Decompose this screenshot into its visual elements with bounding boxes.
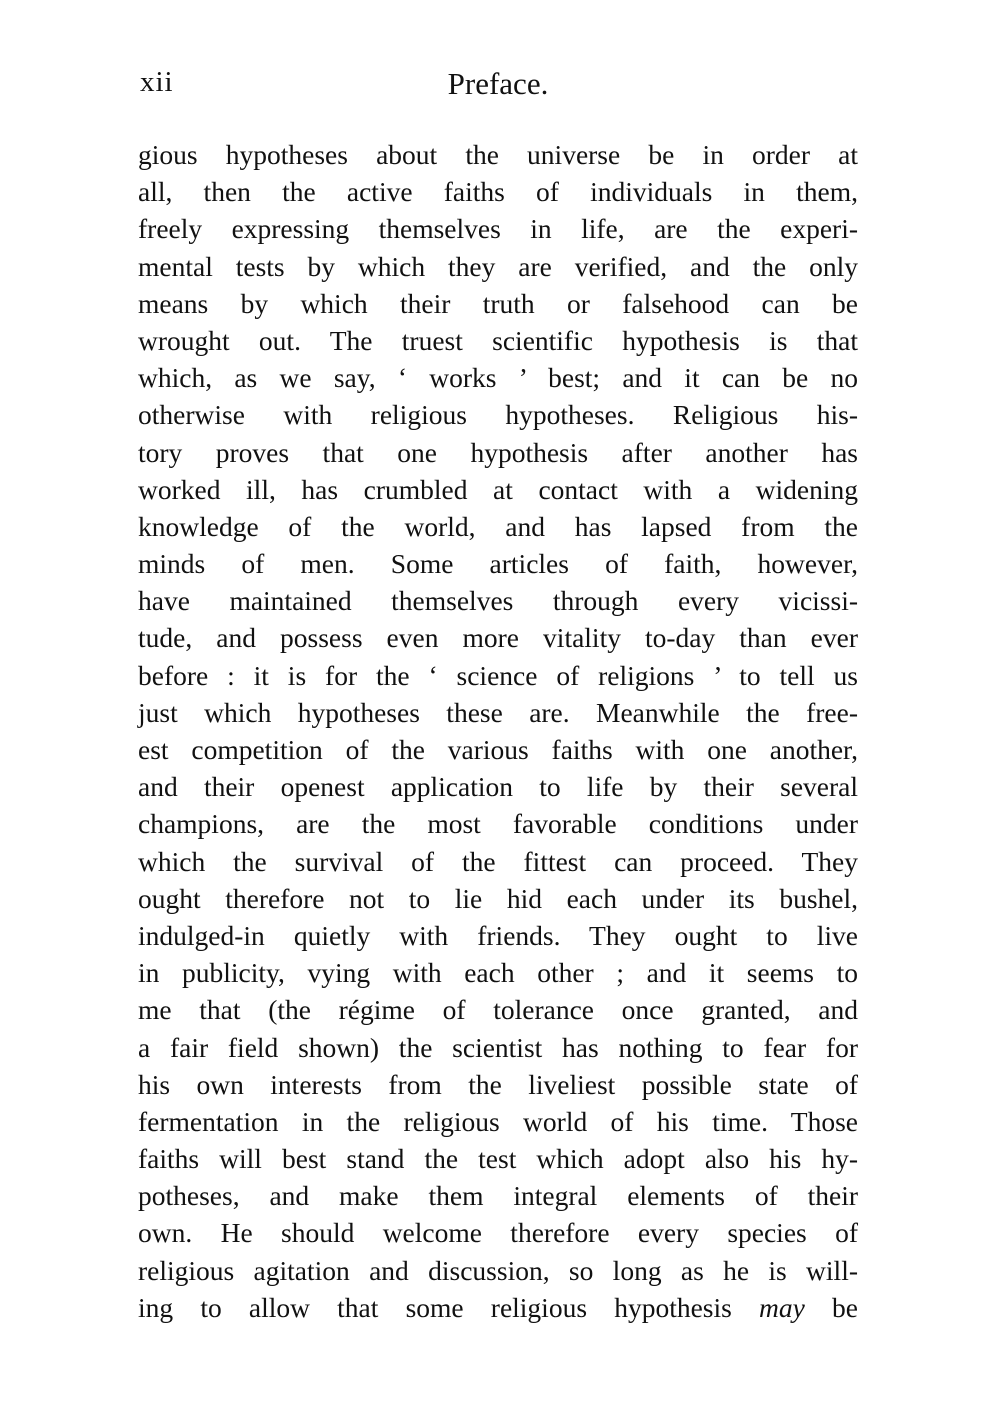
italic-emphasis: may [759, 1291, 805, 1323]
text-line: freely expressing themselves in life, are the experi- [138, 213, 858, 245]
text-line: minds of men. Some articles of faith, however, [138, 548, 858, 580]
text-line: before : it is for the ‘ science of religions ’ to tell us [138, 659, 858, 691]
text-line: and their openest application to life by their several [138, 771, 858, 803]
text-line: potheses, and make them integral elements of their [138, 1180, 858, 1212]
text-line: otherwise with religious hypotheses. Religious his- [138, 399, 858, 431]
text-line: champions, are the most favorable conditions under [138, 808, 858, 840]
body-text [138, 136, 858, 1326]
text-line: worked ill, has crumbled at contact with a widening [138, 473, 858, 505]
page-header [140, 66, 856, 110]
last-line-start: ing to allow that some religious hypothesis [138, 1291, 732, 1323]
text-line: all, then the active faiths of individuals in them, [138, 176, 858, 208]
text-line: his own interests from the liveliest possible state of [138, 1068, 858, 1100]
text-line: which, as we say, ‘ works ’ best; and it can be no [138, 362, 858, 394]
page-number: xii [140, 66, 174, 98]
text-line: which the survival of the fittest can proceed. They [138, 845, 858, 877]
text-line: indulged-in quietly with friends. They ought to live [138, 919, 858, 951]
text-line: religious agitation and discussion, so long as he is will- [138, 1254, 858, 1286]
text-line: ought therefore not to lie hid each under its bushel, [138, 882, 858, 914]
text-line: gious hypotheses about the universe be in order at [138, 139, 858, 170]
text-line: in publicity, vying with each other ; and it seems to [138, 957, 858, 989]
text-line: est competition of the various faiths with one another, [138, 734, 858, 765]
text-line: tude, and possess even more vitality to-day than ever [138, 622, 858, 654]
text-line: own. He should welcome therefore every species of [138, 1217, 858, 1249]
text-line: knowledge of the world, and has lapsed from the [138, 510, 858, 542]
text-line: me that (the régime of tolerance once granted, and [138, 994, 858, 1026]
running-head-title: Preface. [447, 66, 549, 101]
text-line: faiths will best stand the test which adopt also his hy- [138, 1143, 858, 1175]
text-line: have maintained themselves through every vicissi- [138, 585, 858, 617]
text-line: a fair field shown) the scientist has nothing to fear for [138, 1031, 858, 1063]
text-line: fermentation in the religious world of his time. Those [138, 1105, 858, 1137]
last-line-end: be [832, 1291, 859, 1323]
text-line: just which hypotheses these are. Meanwhile the free- [138, 696, 858, 728]
text-line: wrought out. The truest scientific hypothesis is that [138, 324, 858, 356]
text-line: mental tests by which they are verified, and the only [138, 250, 858, 282]
text-line: means by which their truth or falsehood can be [138, 287, 858, 319]
text-line-last [138, 1289, 858, 1326]
text-line: tory proves that one hypothesis after another has [138, 436, 858, 468]
